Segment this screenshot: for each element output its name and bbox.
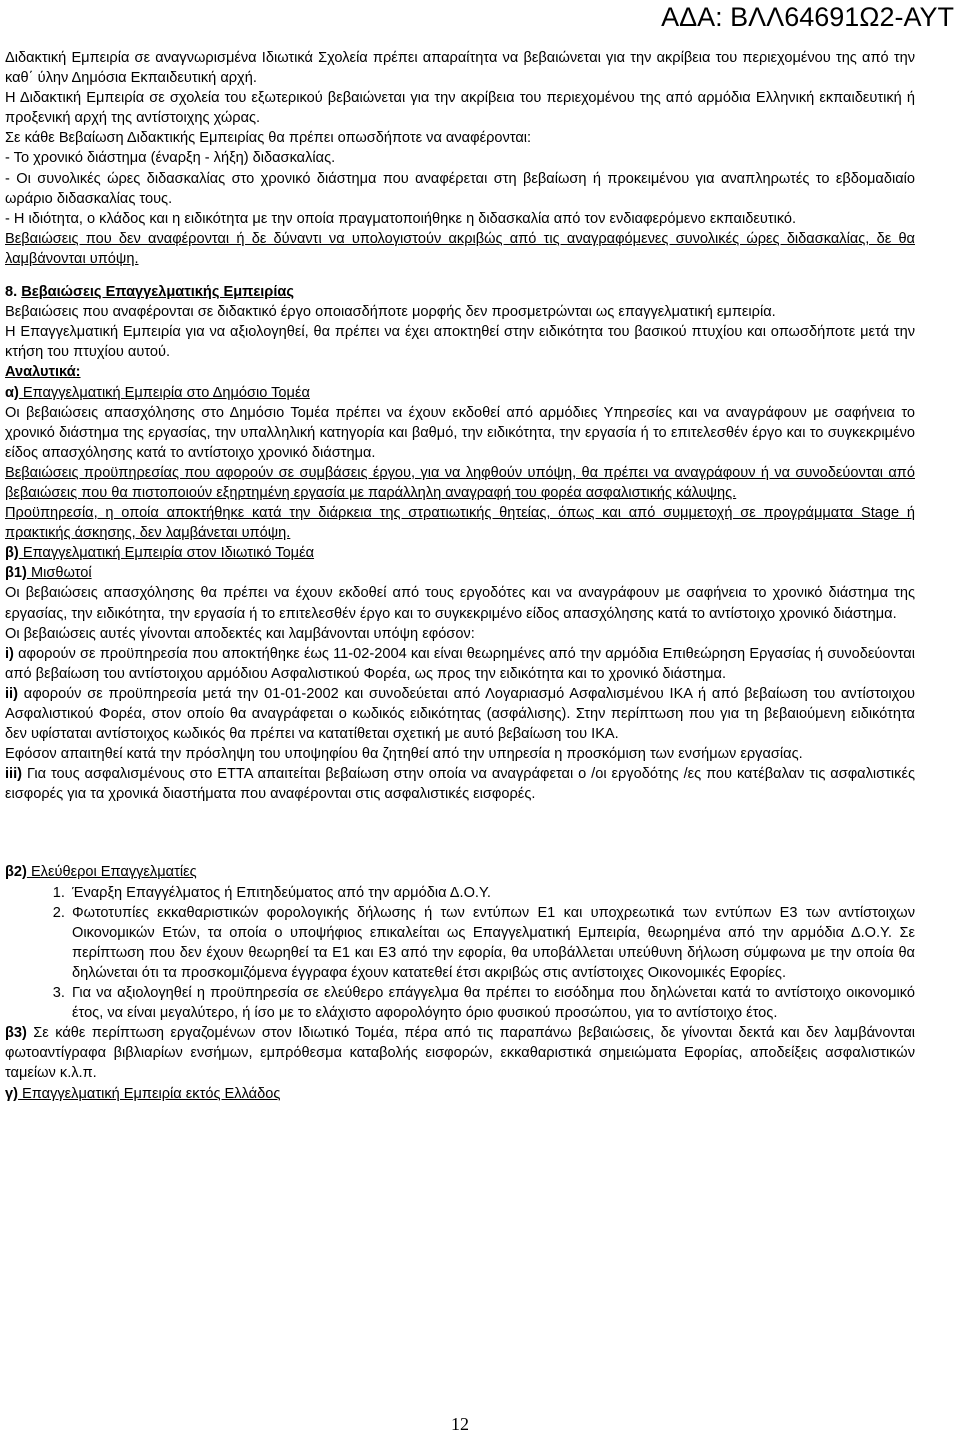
subsection-b3-text: Σε κάθε περίπτωση εργαζομένων στον Ιδιωτικό Τομέα, πέρα από τις παραπάνω βεβαιώσεις, δε γίνονται δεκτά και δεν λαμβάνονται φωτοαντίγραφα βιβλιαρίων ενσήμων, εμπρόθεσμα καταβολής εισφορών, εκκαθαριστικά σημειώματα Εφορίας, αποδείξεις ασφαλιστικών ταμείων κ.λ.π. — [5, 1025, 915, 1082]
subsection-b-title: Επαγγελματική Εμπειρία στον Ιδιωτικό Τομέα — [18, 545, 315, 562]
paragraph: Οι βεβαιώσεις απασχόλησης στο Δημόσιο Τομέα πρέπει να έχουν εκδοθεί από αρμόδιες Υπηρεσίες και να αναγράφουν με σαφήνεια το χρονικό διάστημα της εργασίας, την υπαλληλική κατηγορία και βαθμό, την ειδικότητα, την εργασία ή το επιτελεσθέν έργο και το συγκεκριμένο είδος απασχόλησης κατά το αντίστοιχο χρονικό διάστημα. — [5, 404, 915, 461]
condition-ii — [5, 684, 915, 744]
condition-iii — [5, 764, 915, 804]
page-number: 12 — [451, 1414, 469, 1434]
condition-i-label: i) — [5, 645, 14, 662]
condition-i — [5, 644, 915, 684]
subsection-a-title: Επαγγελματική Εμπειρία στο Δημόσιο Τομέα — [18, 384, 310, 401]
analytika-label: Αναλυτικά: — [5, 364, 81, 381]
subsection-b1-label: β1) — [5, 565, 27, 582]
condition-iii-text: Για τους ασφαλισμένους στο ΕΤΤΑ απαιτείται βεβαίωση στην οποία να αναγράφεται ο /οι εργοδότης /ες που κατέβαλαν τις ασφαλιστικές εισφορές για τα χρονικά διαστήματα που αναφέρονται στις ασφαλιστικές εισφορές. — [5, 766, 915, 803]
section-8-number: 8. — [5, 284, 22, 301]
paragraph: Η Διδακτική Εμπειρία σε σχολεία του εξωτερικού βεβαιώνεται για την ακρίβεια του περιεχομένου της από αρμόδια Ελληνική εκπαιδευτική ή προξενική αρχή της αντίστοιχης χώρας. — [5, 90, 915, 127]
subsection-b-label: β) — [5, 545, 19, 562]
list-item: 3. Για να αξιολογηθεί η προϋπηρεσία σε ελεύθερο επάγγελμα θα πρέπει το εισόδημα που δηλώνεται κατά το αντίστοιχο οικονομικό έτος, να είναι μεγαλύτερο, ή ίσο με το ελάχιστο αφορολόγητο όριο φυσικού προσώπου, για το αντίστοιχο έτος. — [69, 983, 915, 1023]
document-body — [5, 48, 915, 1104]
paragraph: Διδακτική Εμπειρία σε αναγνωρισμένα Ιδιωτικά Σχολεία πρέπει απαραίτητα να βεβαιώνεται για την ακρίβεια του περιεχομένου της από την καθ΄ ύλην Δημόσια Εκπαιδευτική αρχή. — [5, 50, 915, 87]
subsection-b1-heading — [5, 563, 915, 583]
paragraph: Εφόσον απαιτηθεί κατά την πρόσληψη του υποψηφίου θα ζητηθεί από την υπηρεσία η προσκόμιση των ενσήμων εργασίας. — [5, 746, 803, 763]
subsection-b2-heading — [5, 862, 915, 882]
subsection-a-label: α) — [5, 384, 19, 401]
subsection-b2-title: Ελεύθεροι Επαγγελματίες — [26, 864, 197, 881]
list-item: 2. Φωτοτυπίες εκκαθαριστικών φορολογικής δήλωσης ή των εντύπων Ε1 και υποχρεωτικά των εντύπων Ε3 των αντίστοιχων Οικονομικών Ετών, τα οποία ο υποψήφιος επικαλείται ως Επαγγελματική Εμπειρία, θεωρημένα από την αρμόδια Δ.Ο.Υ. Σε περίπτωση που δεν έχουν θεωρηθεί τα Ε1 και Ε3 από την εφορία, θα υποβάλλεται υπεύθυνη δήλωση σύμφωνα με την οποία θα δηλώνεται ότι τα προσκομιζόμενα έγγραφα έχουν κατατεθεί έτσι ακριβώς στις αντίστοιχες Οικονομικές Εφορίες. — [69, 903, 915, 983]
paragraph: - Η ιδιότητα, ο κλάδος και η ειδικότητα με την οποία πραγματοποιήθηκε η διδασκαλία από τον ενδιαφερόμενο εκπαιδευτικό. — [5, 210, 797, 227]
paragraph: - Οι συνολικές ώρες διδασκαλίας στο χρονικό διάστημα που αναφέρεται στη βεβαίωση ή προκειμένου για αναπληρωτές το εβδομαδιαίο ωράριο διδασκαλίας τους. — [5, 170, 915, 207]
section-8-heading — [5, 282, 915, 302]
paragraph: Οι βεβαιώσεις αυτές γίνονται αποδεκτές και λαμβάνονται υπόψη εφόσον: — [5, 625, 475, 642]
subsection-b-heading — [5, 543, 915, 563]
subsection-c-label: γ) — [5, 1085, 18, 1102]
subsection-b3 — [5, 1023, 915, 1083]
paragraph: - Το χρονικό διάστημα (έναρξη - λήξη) διδασκαλίας. — [5, 150, 336, 167]
paragraph: Βεβαιώσεις που αναφέρονται σε διδακτικό έργο οποιασδήποτε μορφής δεν προσμετρώνται ως επαγγελματική εμπειρία. — [5, 304, 776, 321]
b2-list — [5, 883, 915, 1024]
subsection-b1-title: Μισθωτοί — [26, 565, 92, 582]
paragraph: Οι βεβαιώσεις απασχόλησης θα πρέπει να έχουν εκδοθεί από τους εργοδότες και να αναγράφουν με σαφήνεια το χρονικό διάστημα της εργασίας, την ειδικότητα, την εργασία ή το επιτελεσθέν έργο και το συγκεκριμένο είδος απασχόλησης κατά το αντίστοιχο χρονικό διάστημα. — [5, 585, 915, 622]
paragraph-underlined: Βεβαιώσεις που δεν αναφέρονται ή δε δύναντι να υπολογιστούν ακριβώς από τις αναγραφόμενες συνολικές ώρες διδασκαλίας, δε θα λαμβάνονται υπόψη. — [5, 230, 915, 267]
condition-i-text: αφορούν σε προϋπηρεσία που αποκτήθηκε έως 11-02-2004 και είναι θεωρημένες από την αρμόδια Επιθεώρηση Εργασίας ή συνοδεύονται από βεβαίωση του αντίστοιχου αρμόδιου Ασφαλιστικού Φορέα, ως προς την ειδικότητα και το χρονικό διάστημα. — [5, 645, 915, 682]
paragraph: Η Επαγγελματική Εμπειρία για να αξιολογηθεί, θα πρέπει να έχει αποκτηθεί στην ειδικότητα του βασικού πτυχίου και οπωσδήποτε μετά την κτήση του πτυχίου αυτού. — [5, 324, 915, 361]
subsection-a-heading — [5, 383, 915, 403]
ada-code: ΑΔΑ: ΒΛΛ64691Ω2-ΑΥΤ — [661, 2, 954, 32]
subsection-b3-label: β3) — [5, 1025, 27, 1042]
section-8-title: Βεβαιώσεις Επαγγελματικής Εμπειρίας — [21, 284, 294, 301]
paragraph-underlined: Προϋπηρεσία, η οποία αποκτήθηκε κατά την διάρκεια της στρατιωτικής θητείας, όπως και από συμμετοχή σε προγράμματα Stage ή πρακτικής άσκησης, δεν λαμβάνεται υπόψη. — [5, 505, 915, 542]
subsection-b2-label: β2) — [5, 864, 27, 881]
condition-iii-label: iii) — [5, 766, 23, 783]
paragraph: Σε κάθε Βεβαίωση Διδακτικής Εμπειρίας θα πρέπει οπωσδήποτε να αναφέρονται: — [5, 130, 532, 147]
condition-ii-label: ii) — [5, 685, 18, 702]
list-item: 1. Έναρξη Επαγγέλματος ή Επιτηδεύματος από την αρμόδια Δ.Ο.Υ. — [69, 883, 915, 903]
subsection-c-heading — [5, 1084, 915, 1104]
condition-ii-text: αφορούν σε προϋπηρεσία μετά την 01-01-2002 και συνοδεύεται από Λογαριασμό Ασφαλισμένου ΙΚΑ ή από βεβαίωση του αντίστοιχου Ασφαλιστικού Φορέα, στον οποίο θα αναγράφεται ο κωδικός ειδικότητας (ασφάλισης). Στην περίπτωση που για τη βεβαιούμενη ειδικότητα δεν υφίσταται αντίστοιχος κωδικός θα πρέπει να κατατίθεται σχετική με αυτό βεβαίωση του ΙΚΑ. — [5, 685, 915, 743]
paragraph-underlined: Βεβαιώσεις προϋπηρεσίας που αφορούν σε συμβάσεις έργου, για να ληφθούν υπόψη, θα πρέπει να αναγράφουν ή να συνοδεύονται από βεβαιώσεις που θα πιστοποιούν εξηρτημένη εργασία με παράλληλη αναγραφή του φορέα ασφαλιστικής κάλυψης. — [5, 464, 915, 501]
subsection-c-title: Επαγγελματική Εμπειρία εκτός Ελλάδος — [17, 1085, 281, 1102]
